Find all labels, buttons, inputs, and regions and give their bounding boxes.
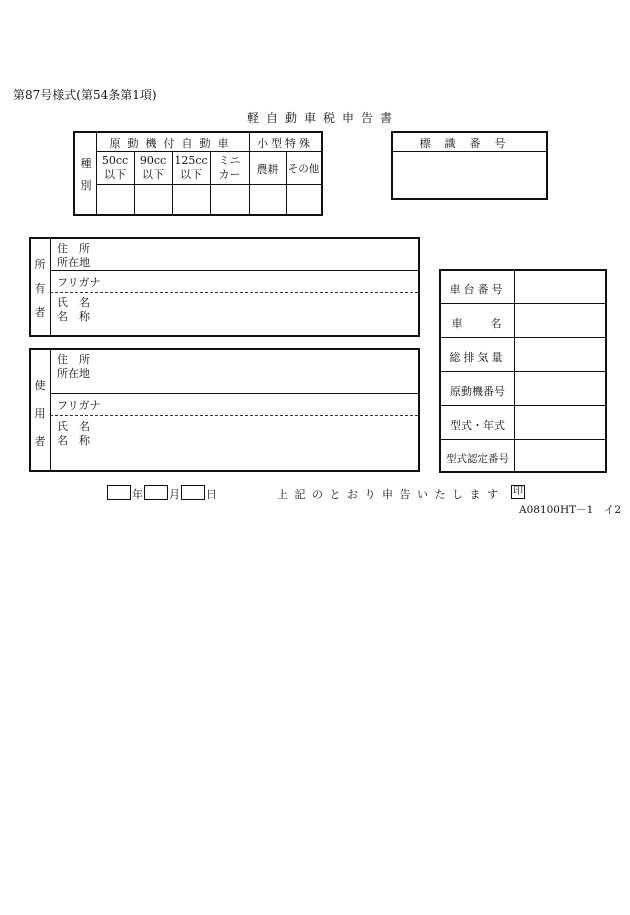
owner-side-label: 所有者: [34, 258, 46, 319]
type-col-minicar: ミニ カー: [218, 154, 241, 181]
type-col-other: その他: [287, 163, 320, 175]
user-furigana-label: フリガナ: [57, 399, 101, 412]
model-cert-number-input[interactable]: [516, 441, 604, 470]
vehicle-name-label: 車 名: [451, 317, 504, 330]
user-address-label-1: 住 所: [57, 353, 90, 366]
month-input[interactable]: [144, 485, 168, 500]
plate-number-box: [391, 131, 548, 200]
owner-furigana-input[interactable]: [121, 272, 411, 290]
vehicle-type-table: [73, 131, 323, 216]
moped-group-header: 原動機付自動車: [109, 137, 236, 150]
owner-name-input[interactable]: [121, 295, 411, 331]
model-year-input[interactable]: [516, 407, 604, 438]
engine-number-label: 原動機番号: [450, 385, 505, 398]
type-checkbox-50cc[interactable]: [97, 185, 134, 214]
engine-number-input[interactable]: [516, 373, 604, 404]
type-checkbox-agricultural[interactable]: [250, 185, 286, 214]
user-address-label-2: 所在地: [57, 367, 90, 380]
seal-mark: 印: [513, 486, 523, 497]
user-side-label: 使用者: [34, 379, 46, 448]
type-checkbox-125cc[interactable]: [173, 185, 210, 214]
declaration-text: 上記のとおり申告いたします: [277, 488, 505, 501]
day-input[interactable]: [181, 485, 205, 500]
owner-address-label-2: 所在地: [57, 256, 90, 269]
month-label: 月: [169, 488, 180, 501]
type-col-50cc: 50cc 以下: [101, 154, 129, 181]
vehicle-info-table: [439, 269, 607, 473]
user-name-label-1: 氏 名: [57, 420, 90, 433]
user-furigana-input[interactable]: [121, 395, 411, 413]
owner-name-label-2: 名 称: [57, 310, 90, 323]
type-col-125cc: 125cc 以下: [174, 154, 208, 181]
user-address-input[interactable]: [121, 352, 411, 390]
year-label: 年: [132, 488, 143, 501]
owner-address-input[interactable]: [121, 241, 411, 267]
type-checkbox-other[interactable]: [287, 185, 321, 214]
displacement-label: 総排気量: [449, 351, 506, 364]
year-input[interactable]: [107, 485, 131, 500]
user-name-label-2: 名 称: [57, 434, 90, 447]
type-row-label: 種別: [80, 157, 92, 192]
type-col-agricultural: 農耕: [256, 163, 279, 176]
plate-number-header: 標識番号: [419, 137, 520, 150]
owner-name-label-1: 氏 名: [57, 296, 90, 309]
type-checkbox-minicar[interactable]: [211, 185, 249, 214]
form-number: 第87号様式(第54条第1項): [13, 88, 157, 102]
model-cert-number-label: 型式認定番号: [446, 453, 509, 465]
owner-address-label-1: 住 所: [57, 242, 90, 255]
model-year-label: 型式・年式: [450, 419, 505, 432]
owner-box: [29, 237, 420, 337]
day-label: 日: [206, 488, 217, 501]
small-special-group-header: 小型特殊: [257, 137, 313, 150]
document-code: A08100HT－1 イ2: [519, 504, 622, 516]
vehicle-name-input[interactable]: [516, 305, 604, 336]
plate-number-input[interactable]: [394, 153, 545, 198]
user-name-input[interactable]: [121, 418, 411, 466]
owner-furigana-label: フリガナ: [57, 276, 101, 289]
chassis-number-label: 車台番号: [449, 283, 506, 296]
displacement-input[interactable]: [516, 339, 604, 370]
type-checkbox-90cc[interactable]: [135, 185, 172, 214]
user-box: [29, 348, 420, 472]
chassis-number-input[interactable]: [516, 272, 604, 302]
type-col-90cc: 90cc 以下: [139, 154, 167, 181]
form-title: 軽自動車税申告書: [247, 111, 400, 125]
